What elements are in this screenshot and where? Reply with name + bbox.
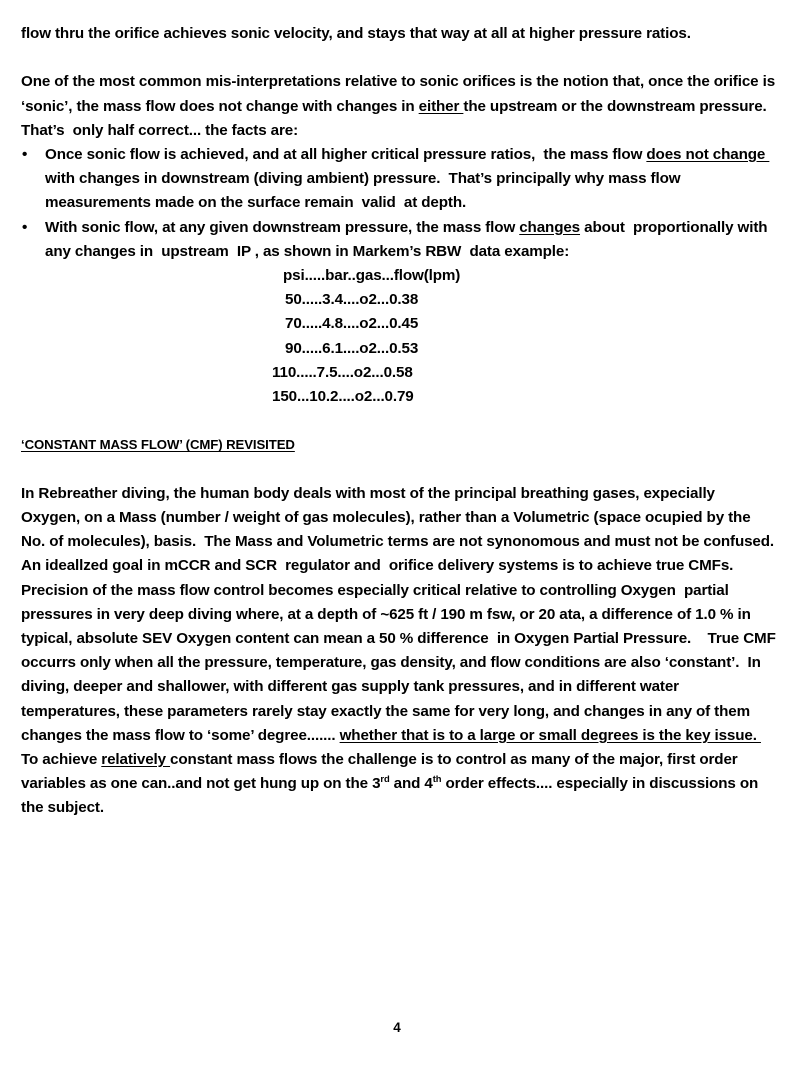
emphasis-does-not-change: does not change — [646, 146, 770, 163]
bullet-2-part-b: about proportionally with any changes in upstream IP , as shown in Markem’s RBW data example: — [45, 218, 772, 260]
paragraph-2-part-a: One of the most common mis-interpretations relative to sonic orifices is the notion that, once the orifice is ‘sonic’, the mass flow does not change with changes in — [21, 73, 780, 115]
section-heading-wrapper — [21, 433, 776, 457]
paragraph-3-part-b: To achieve — [21, 726, 766, 769]
heading-spacer-above — [21, 409, 776, 433]
paragraph-1-text: flow thru the orifice achieves sonic velocity, and stays that way at all at higher pressure ratios. — [21, 25, 691, 42]
bullet-point-icon: • — [22, 146, 28, 163]
paragraph-3-part-d: and 4 — [389, 775, 433, 793]
paragraph-spacer — [21, 46, 776, 70]
table-row: 90.....6.1....o2...0.53 — [285, 339, 419, 357]
table-row: 150...10.2....o2...0.79 — [272, 388, 414, 406]
emphasis-relatively: relatively — [101, 751, 171, 769]
section-heading-cmf-revisited: ‘CONSTANT MASS FLOW’ (CMF) REVISITED — [21, 437, 295, 453]
emphasis-changes: changes — [519, 218, 581, 236]
table-row: 110.....7.5....o2...0.58 — [272, 363, 413, 381]
ordinal-suffix-rd: rd — [380, 773, 390, 785]
page-number: 4 — [393, 1020, 401, 1035]
paragraph-misinterpretations — [21, 70, 780, 143]
list-item — [21, 216, 776, 264]
paragraph-cmf-body — [21, 482, 786, 821]
rbw-data-example-table — [21, 264, 776, 409]
bullet-point-icon: • — [22, 218, 28, 236]
emphasis-either: either — [418, 97, 464, 115]
table-row: 70.....4.8....o2...0.45 — [285, 315, 419, 333]
heading-spacer-below — [21, 458, 776, 482]
bullet-2-part-a: With sonic flow, at any given downstream pressure, the mass flow — [45, 218, 520, 236]
bullet-1-part-b: with changes in downstream (diving ambient) pressure. That’s principally why mass flow measurements made on the surface remain valid at depth. — [45, 170, 685, 212]
facts-bullet-list — [21, 143, 776, 264]
ordinal-suffix-th: th — [432, 773, 442, 785]
table-header-row: psi.....bar..gas...flow(lpm) — [283, 267, 461, 285]
list-item — [21, 143, 776, 216]
paragraph-3-part-c: constant mass flows the challenge is to control as many of the major, first order variables as one can..and not get hung up on the 3 — [21, 751, 742, 793]
bullet-1-part-a: Once sonic flow is achieved, and at all higher critical pressure ratios, the mass flow — [45, 146, 647, 163]
paragraph-3-part-a: In Rebreather diving, the human body deals with most of the principal breathing gases, expecially Oxygen, on a Mass (number / weight of gas molecules), rather than a Volumetric (space ocupied by the No. of molecules), basis. The Mass and Volumetric terms are not synonomous and must not be confused. An ideallzed goal in mCCR and SCR regulator and orifice delivery systems is to achieve true CMFs. Precision of the mass flow control becomes especially critical relative to controlling Oxygen partial pressures in very deep diving where, at a depth of ~625 ft / 190 m fsw, or 20 ata, a difference of 1.0 % in typical, absolute SEV Oxygen content can mean a 50 % difference in Oxygen Partial Pressure. True CMF occurrs only when all the pressure, temperature, gas density, and flow conditions are also ‘constant’. In diving, deeper and shallower, with different gas supply tank pressures, and in different water temperatures, these parameters rarely stay exactly the same for very long, and changes in any of them changes the mass flow to ‘some’ degree....... — [21, 484, 786, 744]
paragraph-2-part-b: the upstream or the downstream pressure. That’s only half correct... the facts are: — [21, 97, 775, 139]
table-row: 50.....3.4....o2...0.38 — [285, 291, 419, 309]
paragraph-continuation — [21, 22, 776, 46]
emphasis-key-issue: whether that is to a large or small degrees is the key issue. — [339, 726, 761, 744]
paragraph-3-part-e: order effects.... especially in discussions on the subject. — [21, 775, 763, 817]
